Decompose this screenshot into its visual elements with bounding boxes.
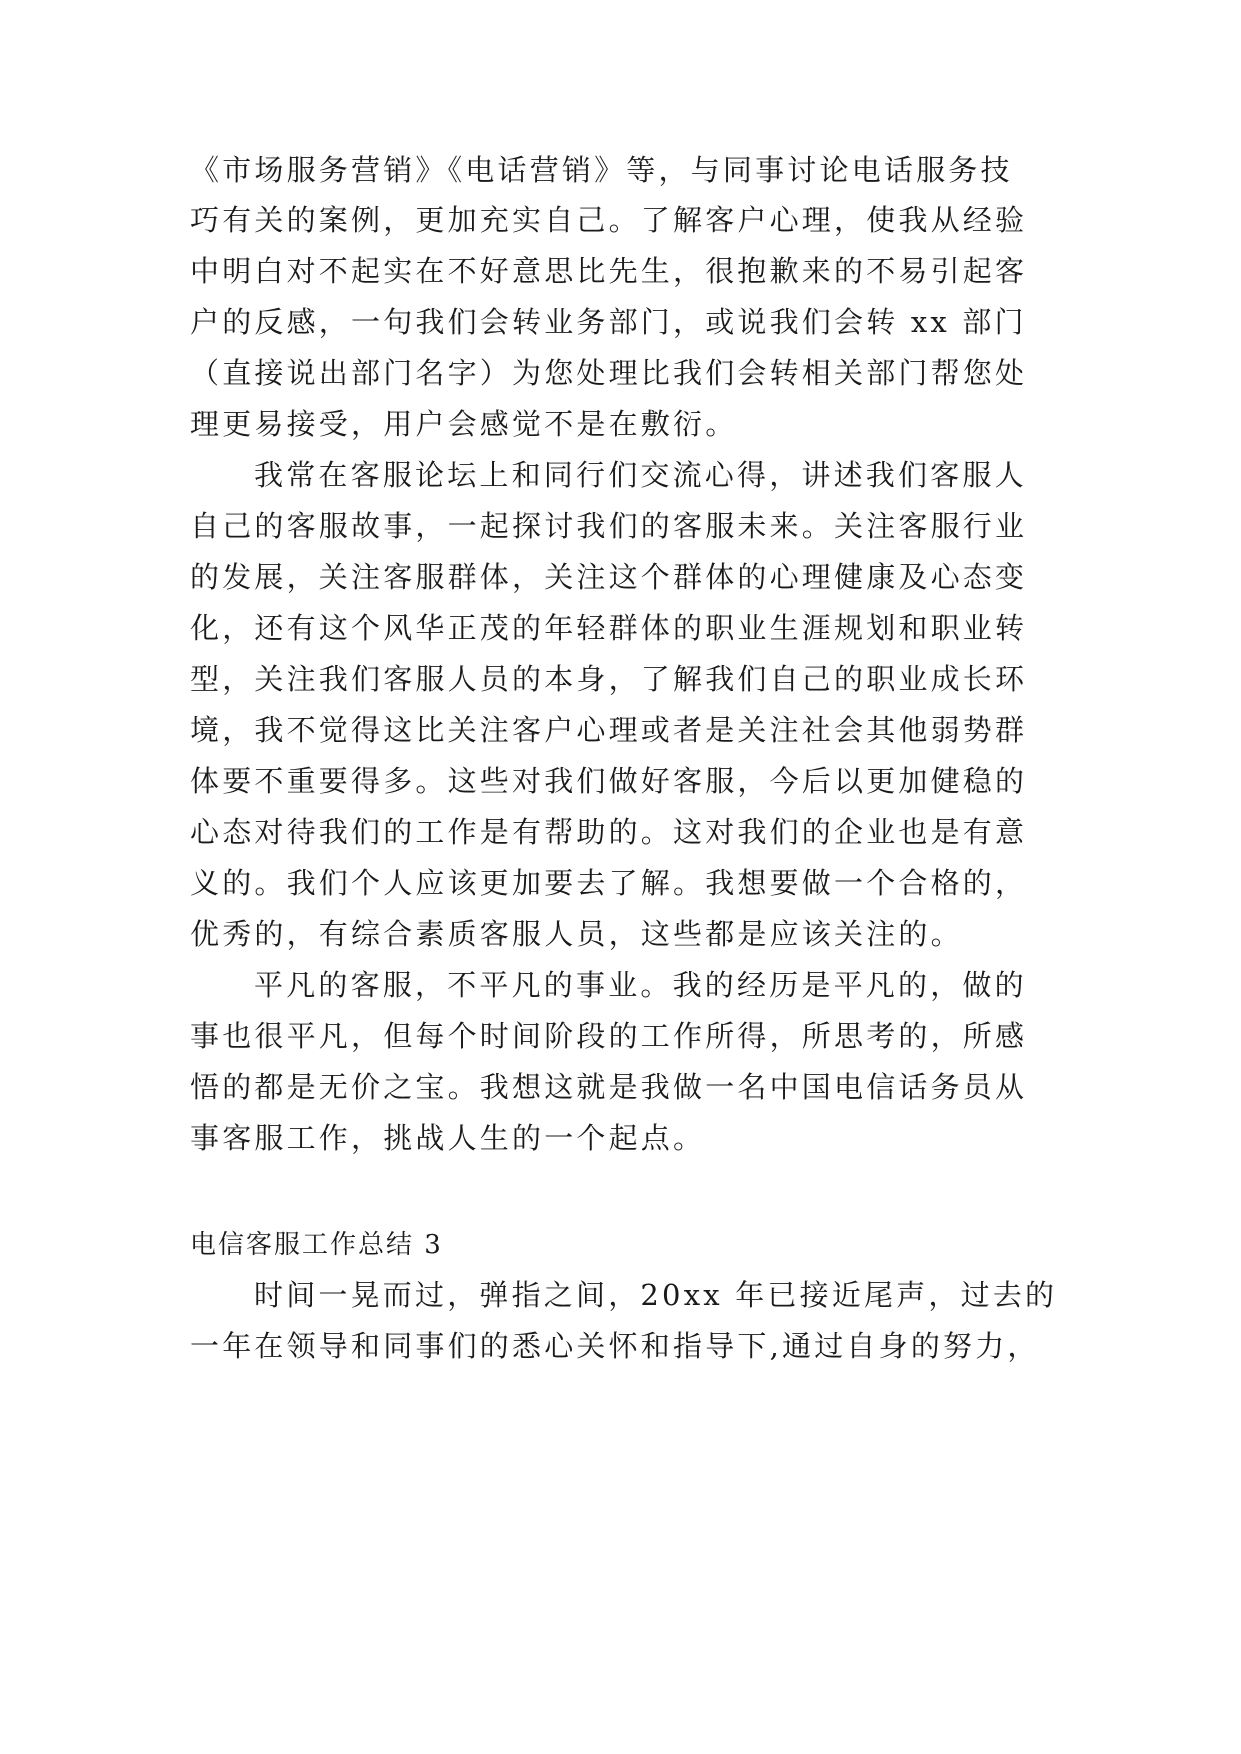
paragraph-1-line-3: 中明白对不起实在不好意思比先生，很抱歉来的不易引起客 xyxy=(190,254,1028,288)
section-heading: 电信客服工作总结 3 xyxy=(190,1230,443,1260)
paragraph-3-line-4: 事客服工作，挑战人生的一个起点。 xyxy=(190,1121,706,1155)
paragraph-2-line-8: 心态对待我们的工作是有帮助的。这对我们的企业也是有意 xyxy=(190,815,1028,849)
paragraph-1-line-2: 巧有关的案例，更加充实自己。了解客户心理，使我从经验 xyxy=(190,203,1028,237)
paragraph-2-line-10: 优秀的，有综合素质客服人员，这些都是应该关注的。 xyxy=(190,917,963,951)
paragraph-2-line-6: 境，我不觉得这比关注客户心理或者是关注社会其他弱势群 xyxy=(190,713,1028,747)
paragraph-2-line-3: 的发展，关注客服群体，关注这个群体的心理健康及心态变 xyxy=(190,560,1028,594)
paragraph-1-line-1: 《市场服务营销》《电话营销》等，与同事讨论电话服务技 xyxy=(190,153,1013,187)
paragraph-2-line-2: 自己的客服故事，一起探讨我们的客服未来。关注客服行业 xyxy=(190,509,1028,543)
paragraph-2-line-5: 型，关注我们客服人员的本身，了解我们自己的职业成长环 xyxy=(190,662,1028,696)
paragraph-4-line-1: 时间一晃而过，弹指之间，20xx 年已接近尾声，过去的 xyxy=(254,1278,1058,1312)
paragraph-3-line-2: 事也很平凡，但每个时间阶段的工作所得，所思考的，所感 xyxy=(190,1019,1028,1053)
paragraph-3-line-1: 平凡的客服，不平凡的事业。我的经历是平凡的，做的 xyxy=(254,968,1027,1002)
paragraph-1-line-4: 户的反感，一句我们会转业务部门，或说我们会转 xx 部门 xyxy=(190,305,1027,339)
paragraph-2-line-4: 化，还有这个风华正茂的年轻群体的职业生涯规划和职业转 xyxy=(190,611,1028,645)
paragraph-2-line-1: 我常在客服论坛上和同行们交流心得，讲述我们客服人 xyxy=(254,458,1027,492)
paragraph-2-line-7: 体要不重要得多。这些对我们做好客服，今后以更加健稳的 xyxy=(190,764,1028,798)
paragraph-1-line-5: （直接说出部门名字）为您处理比我们会转相关部门帮您处 xyxy=(190,356,1028,390)
paragraph-4-line-2: 一年在领导和同事们的悉心关怀和指导下,通过自身的努力， xyxy=(190,1329,1040,1363)
paragraph-2-line-9: 义的。我们个人应该更加要去了解。我想要做一个合格的， xyxy=(190,866,1028,900)
paragraph-3-line-3: 悟的都是无价之宝。我想这就是我做一名中国电信话务员从 xyxy=(190,1070,1028,1104)
paragraph-1-line-6: 理更易接受，用户会感觉不是在敷衍。 xyxy=(190,407,738,441)
